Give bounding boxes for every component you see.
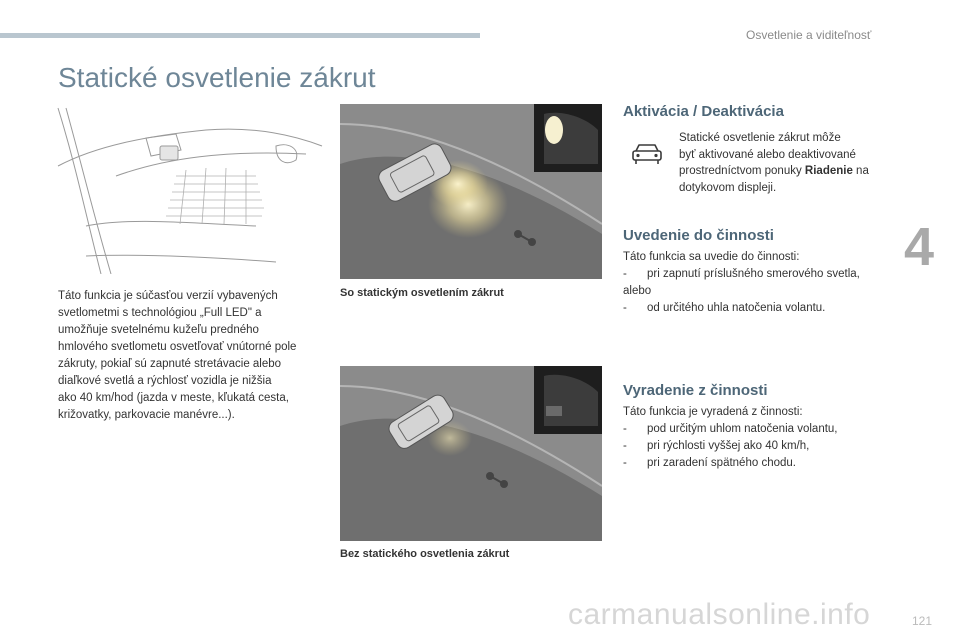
section-title: Osvetlenie a viditeľnosť: [746, 28, 872, 42]
list-item-text: od určitého uhla natočenia volantu.: [647, 302, 826, 314]
image-caption-with: So statickým osvetlením zákrut: [340, 287, 504, 299]
header-bar: [0, 33, 480, 38]
intro-paragraph: [58, 288, 320, 424]
intro-line: Táto funkcia je súčasťou verzií vybavených: [58, 290, 278, 302]
list-item-text: pri zaradení spätného chodu.: [647, 457, 796, 469]
activation-text: [679, 130, 899, 196]
intro-line: hmlového svetlometu osvetľovať vnútorné pole: [58, 341, 297, 353]
operation-heading: Uvedenie do činnosti: [623, 227, 774, 244]
list-dash: -: [623, 457, 627, 469]
list-dash: -: [623, 440, 627, 452]
car-front-icon: [630, 142, 664, 166]
intro-line: umožňuje svetelnému kužeľu predného: [58, 324, 259, 336]
page-title: Statické osvetlenie zákrut: [58, 62, 376, 93]
list-dash: -: [623, 302, 627, 314]
cornering-light-off-image: [340, 366, 602, 541]
activation-heading: Aktivácia / Deaktivácia: [623, 103, 784, 120]
front-bumper-illustration: [56, 106, 324, 274]
intro-line: svetlometmi s technológiou „Full LED" a: [58, 307, 262, 319]
activation-line: byť aktivované alebo deaktivované: [679, 148, 856, 161]
activation-line: Statické osvetlenie zákrut môže: [679, 132, 841, 144]
list-item: [623, 421, 893, 438]
list-item: [623, 266, 893, 283]
intro-line: diaľkové svetlá a rýchlosť vozidla je nižšia: [58, 375, 272, 387]
activation-text-part: na: [852, 165, 869, 177]
list-item-text: pod určitým uhlom natočenia volantu,: [647, 423, 838, 435]
page-number: 121: [912, 614, 933, 628]
chapter-number: 4: [904, 217, 935, 277]
list-item-text: pri rýchlosti vyššej ako 40 km/h,: [647, 440, 810, 452]
activation-text-part: prostredníctvom ponuky: [679, 165, 805, 177]
operation-text: [623, 249, 893, 317]
image-caption-without: Bez statického osvetlenia zákrut: [340, 548, 510, 560]
list-item: [623, 455, 893, 472]
menu-name-riadenie: Riadenie: [804, 165, 853, 177]
watermark: carmanualsonline.info: [568, 598, 871, 631]
intro-line: ako 40 km/hod (jazda v meste, kľukatá cesta,: [58, 392, 289, 404]
deactivation-text: [623, 404, 893, 472]
list-item-text: pri zapnutí príslušného smerového svetla,: [647, 268, 860, 280]
operation-intro: Táto funkcia sa uvedie do činnosti:: [623, 251, 800, 263]
cornering-light-on-image: [340, 104, 602, 279]
activation-line: dotykovom displeji.: [679, 181, 777, 194]
list-dash: -: [623, 423, 627, 435]
intro-line: zákruty, pokiaľ sú zapnuté stretávacie alebo: [58, 358, 282, 370]
list-item: [623, 438, 893, 455]
list-item: [623, 300, 893, 317]
activation-line: [679, 163, 899, 180]
deactivation-intro: Táto funkcia je vyradená z činnosti:: [623, 406, 803, 418]
intro-line: križovatky, parkovacie manévre...).: [58, 409, 235, 421]
list-dash: -: [623, 268, 627, 280]
list-item-continuation: alebo: [623, 285, 652, 297]
deactivation-heading: Vyradenie z činnosti: [623, 382, 768, 399]
